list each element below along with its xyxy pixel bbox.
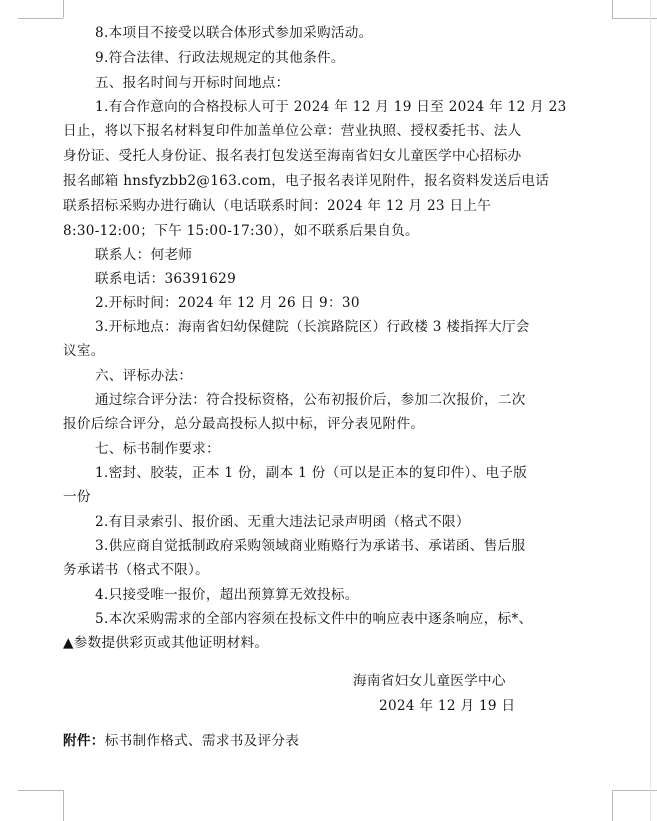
paragraph-line: 一份 (63, 489, 91, 505)
crop-mark (63, 790, 64, 821)
paragraph-line: ▲参数提供彩页或其他证明材料。 (63, 635, 269, 651)
paragraph-line: 3.开标地点：海南省妇幼保健院（长滨路院区）行政楼 3 楼指挥大厅会 (95, 319, 530, 335)
attachment-line (63, 730, 612, 752)
attachment-label: 附件： (63, 733, 105, 749)
paragraph-line: 议室。 (63, 343, 105, 359)
paragraph-line: 2.开标时间：2024 年 12 月 26 日 9：30 (95, 295, 360, 311)
paragraph-line: 3.供应商自觉抵制政府采购领域商业贿赂行为承诺书、承诺函、售后服 (95, 538, 526, 554)
paragraph-line: 4.只接受唯一报价，超出预算算无效投标。 (95, 587, 359, 603)
paragraph-line: 身份证、受托人身份证、报名表打包发送至海南省妇女儿童医学中心招标办 (63, 148, 522, 164)
paragraph-line: 日止，将以下报名材料复印件加盖单位公章：营业执照、授权委托书、法人 (63, 123, 522, 139)
paragraph-line: 1.密封、胶装，正本 1 份，副本 1 份（可以是正本的复印件）、电子版 (95, 465, 528, 481)
section-heading: 六、评标办法： (95, 368, 193, 384)
signature-date: 2024 年 12 月 19 日 (379, 698, 516, 714)
attachment-text: 标书制作格式、需求书及评分表 (104, 733, 300, 749)
paragraph-line: 务承诺书（格式不限）。 (63, 562, 210, 578)
paragraph-line: 8.本项目不接受以联合体形式参加采购活动。 (95, 25, 373, 41)
crop-mark (612, 790, 613, 821)
section-heading: 七、标书制作要求： (95, 441, 221, 457)
paragraph-line: 1.有合作意向的合格投标人可于 2024 年 12 月 19 日至 2024 年 12 月 23 (95, 99, 567, 115)
crop-mark (18, 18, 63, 19)
paragraph-line: 9.符合法律、行政法规规定的其他条件。 (95, 50, 345, 66)
page-edge (650, 0, 651, 821)
paragraph-line: 报价后综合评分，总分最高投标人拟中标，评分表见附件。 (63, 416, 425, 432)
contact-phone: 联系电话：36391629 (95, 271, 237, 287)
paragraph-line: 通过综合评分法：符合投标资格，公布初报价后，参加二次报价，二次 (95, 392, 526, 408)
contact-person: 联系人：何老师 (95, 247, 193, 263)
crop-mark (612, 0, 613, 18)
paragraph-line: 8:30-12:00；下午 15:00-17:30），如不联系后果自负。 (63, 223, 419, 239)
paragraph-line: 联系招标采购办进行确认（电话联系时间：2024 年 12 月 23 日上午 (63, 198, 492, 214)
crop-mark (63, 0, 64, 18)
section-heading: 五、报名时间与开标时间地点： (95, 75, 290, 91)
paragraph-line: 报名邮箱 hnsfyzbb2@163.com，电子报名表详见附件，报名资料发送后电话 (63, 173, 550, 189)
paragraph-line: 2.有目录索引、报价函、无重大违法记录声明函（格式不限） (95, 514, 470, 530)
crop-mark (18, 790, 63, 791)
paragraph-line: 5.本次采购需求的全部内容须在投标文件中的响应表中逐条响应，标*、 (95, 611, 533, 627)
signature-organization: 海南省妇女儿童医学中心 (353, 673, 506, 689)
